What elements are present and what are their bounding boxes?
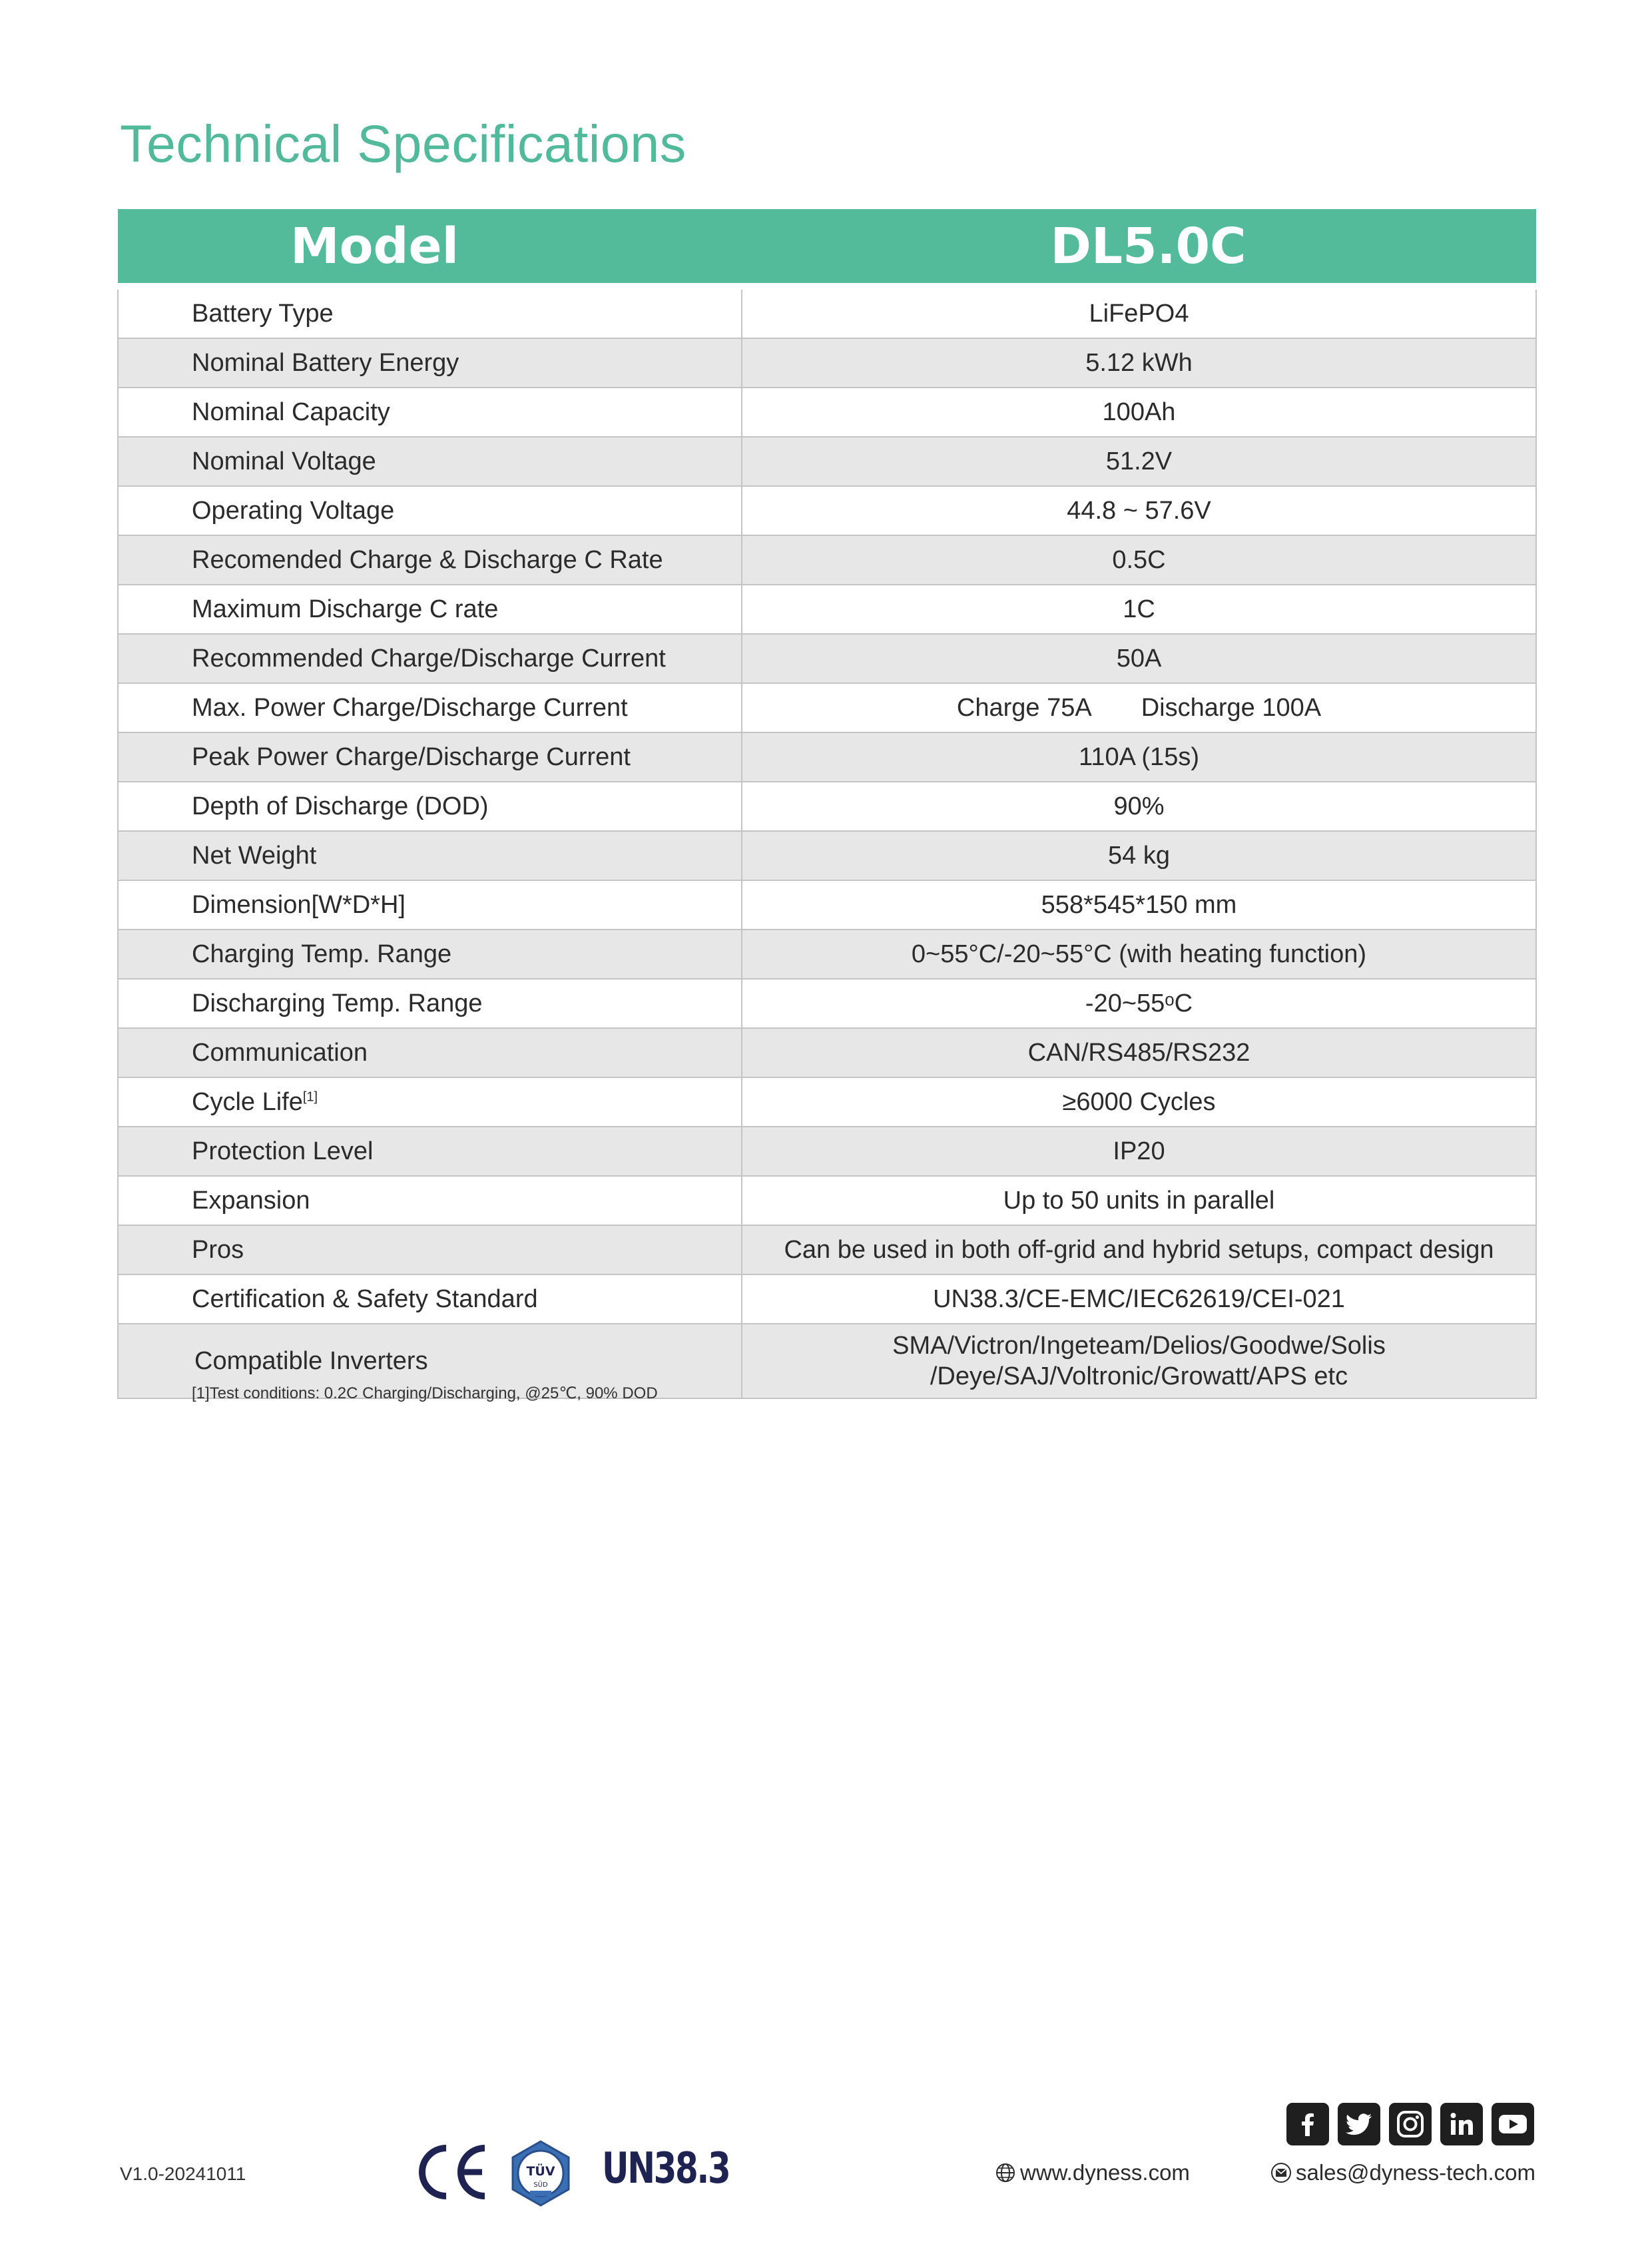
row-label: Communication — [118, 1028, 742, 1077]
table-row — [118, 286, 1536, 338]
header-model-label: Model — [118, 209, 742, 286]
row-value — [742, 1324, 1536, 1398]
row-value: ≥6000 Cycles — [742, 1077, 1536, 1127]
table-row — [118, 831, 1536, 880]
row-value: Can be used in both off-grid and hybrid setups, compact design — [742, 1225, 1536, 1274]
table-row — [118, 732, 1536, 782]
tuv-sud-mark-icon — [506, 2139, 575, 2208]
discharge-current-value: Discharge 100A — [1141, 693, 1322, 722]
row-value: 50A — [742, 634, 1536, 683]
row-value: 54 kg — [742, 831, 1536, 880]
row-label: Nominal Capacity — [118, 388, 742, 437]
youtube-icon[interactable] — [1492, 2103, 1534, 2145]
table-row — [118, 388, 1536, 437]
row-label: Pros — [118, 1225, 742, 1274]
table-row — [118, 880, 1536, 930]
row-value: 51.2V — [742, 437, 1536, 486]
header-model-value: DL5.0C — [742, 209, 1536, 286]
table-row — [118, 486, 1536, 535]
row-label: Compatible Inverters — [118, 1324, 742, 1398]
website-link[interactable]: www.dyness.com — [1020, 2160, 1190, 2185]
page-title: Technical Specifications — [120, 114, 687, 173]
row-value: 5.12 kWh — [742, 338, 1536, 388]
table-row — [118, 1127, 1536, 1176]
row-value: 1C — [742, 585, 1536, 634]
row-value: -20~55ᵒC — [742, 979, 1536, 1028]
row-value: CAN/RS485/RS232 — [742, 1028, 1536, 1077]
row-value: Up to 50 units in parallel — [742, 1176, 1536, 1225]
row-value: 44.8 ~ 57.6V — [742, 486, 1536, 535]
row-label: Protection Level — [118, 1127, 742, 1176]
row-label: Operating Voltage — [118, 486, 742, 535]
inverters-line-2: /Deye/SAJ/Voltronic/Growatt/APS etc — [930, 1362, 1348, 1390]
un383-mark: UN38.3 — [602, 2144, 730, 2193]
twitter-icon[interactable] — [1338, 2103, 1380, 2145]
row-label — [118, 1077, 742, 1127]
charge-current-value: Charge 75A — [956, 693, 1092, 722]
spec-table — [117, 209, 1537, 1399]
table-row — [118, 437, 1536, 486]
row-value: LiFePO4 — [742, 286, 1536, 338]
ce-mark-icon — [415, 2140, 490, 2204]
tuv-text: TÜV — [526, 2164, 555, 2179]
table-row — [118, 683, 1536, 732]
row-label: Charging Temp. Range — [118, 930, 742, 979]
facebook-icon[interactable] — [1286, 2103, 1329, 2145]
globe-icon — [995, 2162, 1016, 2183]
row-label: Expansion — [118, 1176, 742, 1225]
social-links — [1286, 2103, 1534, 2145]
table-row — [118, 585, 1536, 634]
row-label: Maximum Discharge C rate — [118, 585, 742, 634]
version-label: V1.0-20241011 — [120, 2163, 246, 2184]
row-label: Recomended Charge & Discharge C Rate — [118, 535, 742, 585]
inverters-line-1: SMA/Victron/Ingeteam/Delios/Goodwe/Solis — [892, 1332, 1386, 1360]
row-label: Nominal Voltage — [118, 437, 742, 486]
row-label: Recommended Charge/Discharge Current — [118, 634, 742, 683]
email-link[interactable]: sales@dyness-tech.com — [1296, 2160, 1535, 2185]
row-label: Battery Type — [118, 286, 742, 338]
row-label: Max. Power Charge/Discharge Current — [118, 683, 742, 732]
row-value: 90% — [742, 782, 1536, 831]
tuv-sub-text: SÜD — [533, 2181, 548, 2189]
row-value: UN38.3/CE-EMC/IEC62619/CEI-021 — [742, 1274, 1536, 1324]
linkedin-icon[interactable] — [1440, 2103, 1483, 2145]
row-value: 558*545*150 mm — [742, 880, 1536, 930]
row-value: 0.5C — [742, 535, 1536, 585]
cycle-life-label: Cycle Life — [192, 1087, 303, 1116]
table-header-row — [118, 209, 1536, 286]
table-row — [118, 782, 1536, 831]
table-row — [118, 1225, 1536, 1274]
table-row — [118, 535, 1536, 585]
row-label: Peak Power Charge/Discharge Current — [118, 732, 742, 782]
row-value: 0~55°C/-20~55°C (with heating function) — [742, 930, 1536, 979]
row-label: Discharging Temp. Range — [118, 979, 742, 1028]
website-contact[interactable] — [995, 2160, 1190, 2185]
table-row — [118, 1028, 1536, 1077]
table-row — [118, 1176, 1536, 1225]
table-footnote: [1]Test conditions: 0.2C Charging/Discharging, @25℃, 90% DOD — [192, 1384, 658, 1402]
table-row — [118, 634, 1536, 683]
mail-icon — [1270, 2162, 1292, 2183]
row-value: IP20 — [742, 1127, 1536, 1176]
table-row — [118, 1077, 1536, 1127]
row-label: Certification & Safety Standard — [118, 1274, 742, 1324]
footnote-ref: [1] — [302, 1089, 318, 1104]
instagram-icon[interactable] — [1389, 2103, 1432, 2145]
table-row — [118, 930, 1536, 979]
row-label: Net Weight — [118, 831, 742, 880]
row-label: Depth of Discharge (DOD) — [118, 782, 742, 831]
row-value: 100Ah — [742, 388, 1536, 437]
row-value: 110A (15s) — [742, 732, 1536, 782]
table-row — [118, 338, 1536, 388]
row-label: Nominal Battery Energy — [118, 338, 742, 388]
row-label: Dimension[W*D*H] — [118, 880, 742, 930]
row-value — [742, 683, 1536, 732]
table-row — [118, 979, 1536, 1028]
table-row — [118, 1274, 1536, 1324]
email-contact[interactable] — [1270, 2160, 1535, 2185]
